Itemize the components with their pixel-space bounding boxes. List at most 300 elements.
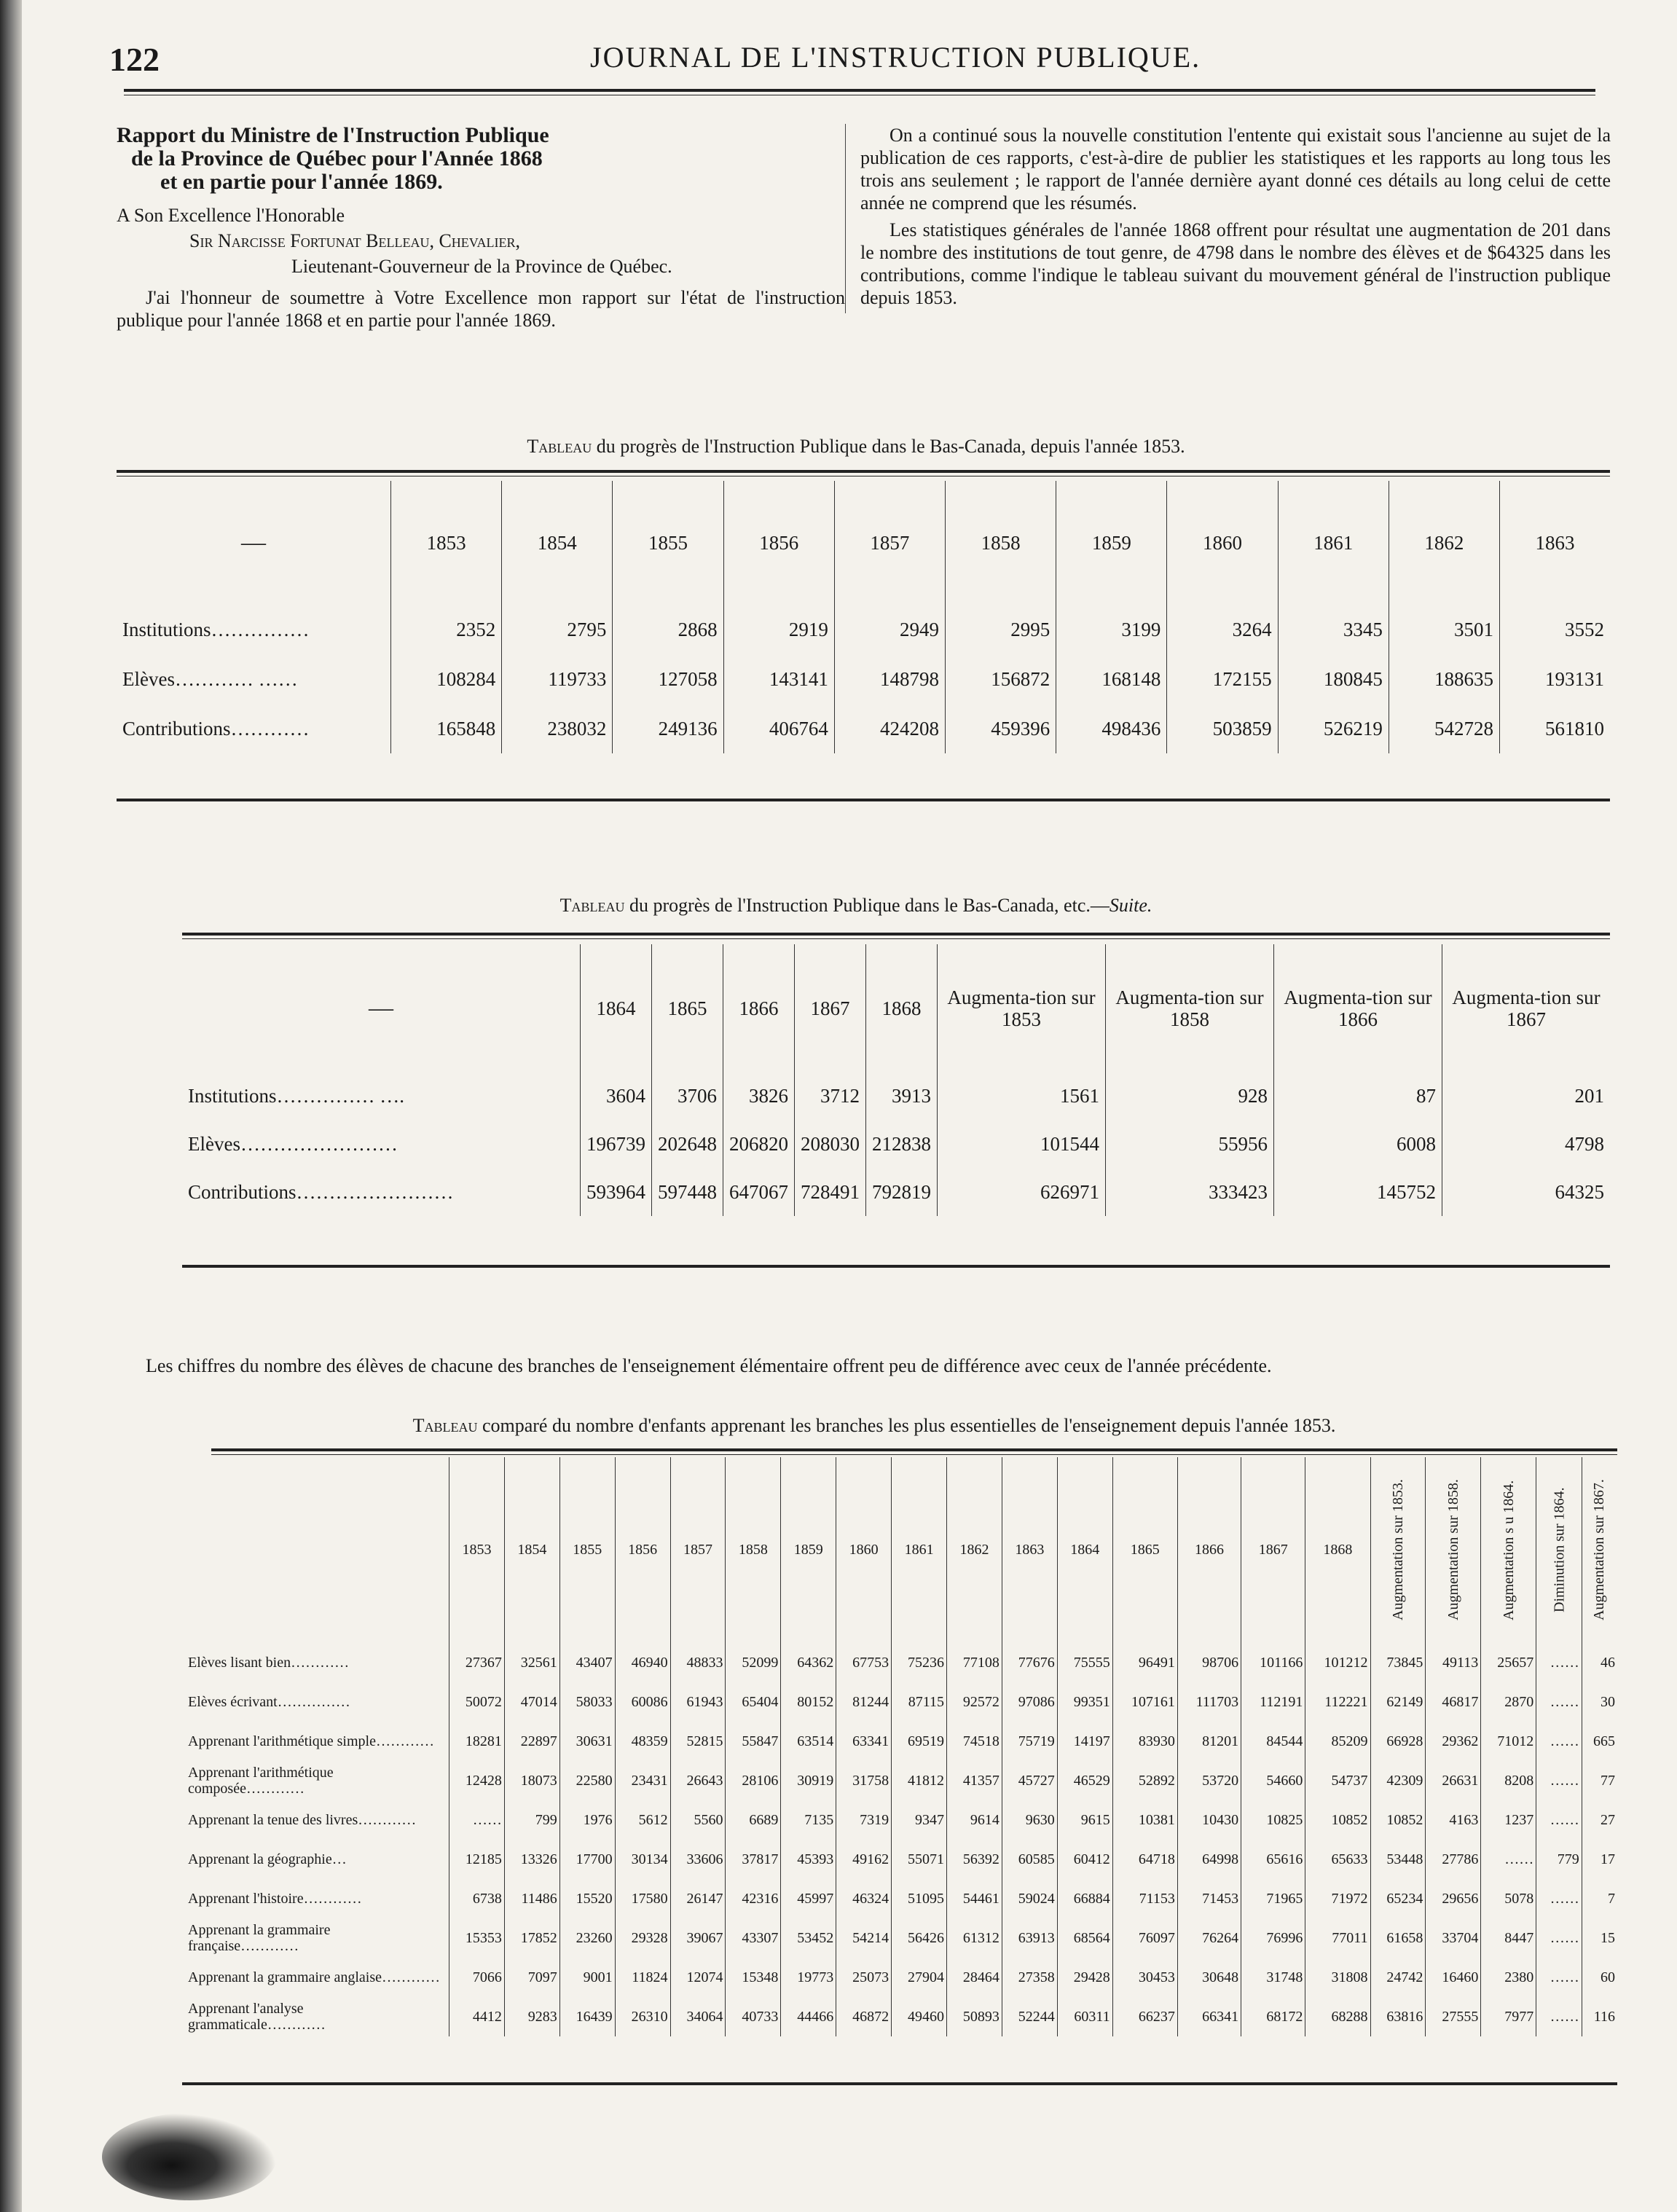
table3-cell: 81201 [1177,1722,1241,1761]
table3-cell: 61658 [1370,1918,1426,1958]
table3-cell: 26631 [1426,1761,1481,1800]
table1-cell: 3264 [1167,605,1278,654]
table1-header-8: 1861 [1278,481,1389,605]
table2-cell: 4798 [1565,1132,1604,1155]
table1-cell: 498436 [1056,704,1167,753]
table3-cell: 107161 [1112,1682,1177,1722]
table3-header-5: 1858 [726,1457,781,1643]
table3-row-label: Apprenant la géographie… [182,1840,449,1879]
table3-vheader-2: Augmentation s u 1864. [1481,1457,1536,1643]
table3-header-1: 1854 [504,1457,559,1643]
table-row [182,1761,1617,1800]
table3-cell: 64998 [1177,1840,1241,1879]
table3-cell: 87115 [892,1682,947,1722]
table3-cell: 17 [1601,1851,1615,1867]
table3-cell: 85209 [1305,1722,1370,1761]
table2-cell: 6008 [1274,1120,1442,1168]
table3-cell: 2870 [1481,1682,1536,1722]
table3-cell: 43407 [559,1643,615,1682]
table3-row-label: Elèves écrivant…………… [182,1682,449,1722]
table2-cell: 55956 [1106,1120,1274,1168]
table3-cell: 8208 [1481,1761,1536,1800]
table1-cell: 168148 [1056,654,1167,704]
table3-cell: 4412 [449,1997,505,2036]
table3-cell: 48833 [670,1643,726,1682]
table3-cell: 23431 [615,1761,670,1800]
table3-cell: 7977 [1481,1997,1536,2036]
table3-cell: 27555 [1426,1997,1481,2036]
table3-cell: 42316 [726,1879,781,1918]
table3-cell: 64362 [781,1643,836,1682]
table3-cell: 4163 [1426,1800,1481,1840]
table2-cell: 64325 [1555,1180,1604,1203]
table3-cell: 13326 [504,1840,559,1879]
table3-cell: 45393 [781,1840,836,1879]
table3-cell: 63913 [1002,1918,1057,1958]
table3-cell: 92572 [947,1682,1002,1722]
table3-cell: 28464 [947,1958,1002,1997]
table3-cell: …… [1536,1918,1582,1958]
table3-cell: 19773 [781,1958,836,1997]
table3-cell: 55847 [726,1722,781,1761]
table3-cell: 665 [1593,1733,1615,1749]
table3-cell: 52244 [1002,1997,1057,2036]
table3-cell: 96491 [1112,1643,1177,1682]
table3-cell: 10852 [1305,1800,1370,1840]
table3-bottom-rule [182,2082,1617,2087]
table3-cell: 14197 [1057,1722,1112,1761]
table3-cell: 77 [1601,1772,1615,1789]
table3-cell: 52815 [670,1722,726,1761]
table3-caption [146,1415,1603,1437]
table1-row-label: Contributions………… [117,704,391,753]
table-row [182,1879,1617,1918]
report-left-column [117,124,845,336]
table3-cell: 101166 [1241,1643,1305,1682]
table3-cell: 27 [1601,1811,1615,1828]
table1-row-label: Institutions…………… [117,605,391,654]
page-header [109,40,1677,84]
table3-cell: 9283 [504,1997,559,2036]
table3-header-9: 1862 [947,1457,1002,1643]
table3-cell: 23260 [559,1918,615,1958]
table3-cell: 81244 [836,1682,892,1722]
table3-cell: 71972 [1305,1879,1370,1918]
table1-cell: 249136 [613,704,723,753]
table2-header-5: Augmenta-tion sur 1853 [938,944,1106,1072]
table3-cell: 40733 [726,1997,781,2036]
ink-blot [102,2113,277,2200]
table3-cell: 9630 [1002,1800,1057,1840]
table3-cell: …… [1536,1682,1582,1722]
table3-cell: 25657 [1481,1643,1536,1682]
table1-cell: 561810 [1545,717,1604,740]
table3-cell: 26147 [670,1879,726,1918]
table2-cell: 728491 [795,1168,866,1216]
table3-cell: 45727 [1002,1761,1057,1800]
table3-row-label: Apprenant la grammaire anglaise………… [182,1958,449,1997]
intro-paragraph: J'ai l'honneur de soumettre à Votre Excellence mon rapport sur l'état de l'instruction publique pour l'année 1868 et en partie pour l'année 1869. [117,287,845,331]
table3-cell: 26310 [615,1997,670,2036]
table3-row-label: Apprenant la grammaire française………… [182,1918,449,1958]
table2-cell: 792819 [866,1168,938,1216]
table1-cell: 3199 [1056,605,1167,654]
table3-cell: 45997 [781,1879,836,1918]
table1-caption-text: du progrès de l'Instruction Publique dans le Bas-Canada, depuis l'année 1853. [592,436,1185,457]
table1-cell: 406764 [723,704,834,753]
report-title-line2: de la Province de Québec pour l'Année 1868 [131,146,543,170]
table3-cell: 49162 [836,1840,892,1879]
addressee-title: Lieutenant-Gouverneur de la Province de Québec. [291,256,672,277]
report-right-column [845,124,1611,313]
table3-cell: 66928 [1370,1722,1426,1761]
table3-cell: …… [1481,1840,1536,1879]
table3-cell: 25073 [836,1958,892,1997]
table3-cell: 15353 [449,1918,505,1958]
table3-cell: 34064 [670,1997,726,2036]
table3-cell: 31758 [836,1761,892,1800]
table3-cell: 7066 [449,1958,505,1997]
table2-cell: 593964 [581,1168,652,1216]
table3-cell: 39067 [670,1918,726,1958]
table-row [182,1722,1617,1761]
table-row [182,1918,1617,1958]
table2-cell: 201 [1574,1084,1604,1107]
table3-cell: 30453 [1112,1958,1177,1997]
table3-cell: 111703 [1177,1682,1241,1722]
table3-cell: 29656 [1426,1879,1481,1918]
table3-cell: …… [1536,1722,1582,1761]
addressee: Sir Narcisse Fortunat Belleau, Chevalier, [189,230,520,251]
table3-cell: 9001 [559,1958,615,1997]
table1-cell: 156872 [946,654,1056,704]
table3-cell: 69519 [892,1722,947,1761]
table3-cell: 6738 [449,1879,505,1918]
table3-cell: 16460 [1426,1958,1481,1997]
table3-cell: 58033 [559,1682,615,1722]
table3-header-14: 1867 [1241,1457,1305,1643]
table3-header-11: 1864 [1057,1457,1112,1643]
table3-cell: 75555 [1057,1643,1112,1682]
table3 [182,1457,1617,2036]
table-row [182,1997,1617,2036]
table3-cell: 62149 [1370,1682,1426,1722]
table1-header-1: 1854 [502,481,613,605]
table-row [182,1072,1610,1120]
table1-top-rule [117,470,1610,476]
table1-cell: 2868 [613,605,723,654]
table-row [182,1800,1617,1840]
table3-cell: 10430 [1177,1800,1241,1840]
table3-cell: 29428 [1057,1958,1112,1997]
table1-cell: 119733 [502,654,613,704]
table2-caption-lead: Tableau [559,895,625,916]
table3-cell: 83930 [1112,1722,1177,1761]
table3-cell: 67753 [836,1643,892,1682]
table3-cell: 27367 [449,1643,505,1682]
table3-vheader-4: Augmentation sur 1867. [1582,1457,1617,1643]
table3-vheader-3: Diminution sur 1864. [1536,1457,1582,1643]
table3-caption-lead: Tableau [412,1415,478,1436]
table3-cell: 37817 [726,1840,781,1879]
table1-cell: 108284 [391,654,502,704]
table1-header-3: 1856 [723,481,834,605]
table3-cell: …… [1536,1879,1582,1918]
table3-cell: 32561 [504,1643,559,1682]
page-number: 122 [109,41,160,78]
table3-header-4: 1857 [670,1457,726,1643]
table3-cell: 46529 [1057,1761,1112,1800]
table2-cell: 3604 [581,1072,652,1120]
table3-row-label: Apprenant l'arithmétique simple………… [182,1722,449,1761]
table1-header-7: 1860 [1167,481,1278,605]
table-row [182,1840,1617,1879]
table3-cell: 10825 [1241,1800,1305,1840]
table3-cell: 18073 [504,1761,559,1800]
table2-cell: 597448 [652,1168,723,1216]
table3-cell: 44466 [781,1997,836,2036]
table3-cell: 9347 [892,1800,947,1840]
report-title-line1: Rapport du Ministre de l'Instruction Publique [117,123,549,147]
table1-cell: 503859 [1167,704,1278,753]
table3-cell: 49460 [892,1997,947,2036]
intro-table3-paragraph: Les chiffres du nombre des élèves de chacune des branches de l'enseignement élémentaire offrent peu de différence avec ceux de l'année précédente. [146,1355,1272,1376]
table3-cell: 46 [1601,1654,1615,1671]
table3-cell: 15 [1601,1929,1615,1946]
table3-cell: 65616 [1241,1840,1305,1879]
table3-corner [182,1457,449,1643]
table3-cell: 53452 [781,1918,836,1958]
table3-cell: 56426 [892,1918,947,1958]
table3-cell: 65234 [1370,1879,1426,1918]
table3-cell: 50072 [449,1682,505,1722]
table2-cell: 206820 [723,1120,795,1168]
table3-cell: 5612 [615,1800,670,1840]
table3-cell: 75719 [1002,1722,1057,1761]
table2-header-1: 1865 [652,944,723,1072]
table3-header-8: 1861 [892,1457,947,1643]
right-paragraph-1: On a continué sous la nouvelle constitution l'entente qui existait sous l'ancienne au sujet de la publication de ces rapports, c'est-à-dire de publier les statistiques et les rapports au long tous les trois ans seulement ; le rapport de l'année dernière ayant donné ces détails au long celui de cette année ne comprend que les résumés. [860,125,1611,213]
table3-header-0: 1853 [449,1457,505,1643]
table2-header-2: 1866 [723,944,795,1072]
table3-cell: 68172 [1241,1997,1305,2036]
table3-cell: 84544 [1241,1722,1305,1761]
table2-top-rule [182,933,1610,939]
table3-header-12: 1865 [1112,1457,1177,1643]
table3-cell: 71965 [1241,1879,1305,1918]
table3-cell: 1976 [559,1800,615,1840]
table3-cell: 54660 [1241,1761,1305,1800]
table3-cell: 46324 [836,1879,892,1918]
table2-header-6: Augmenta-tion sur 1858 [1106,944,1274,1072]
table1-cell: 143141 [723,654,834,704]
table3-cell: 41357 [947,1761,1002,1800]
table3-cell: 56392 [947,1840,1002,1879]
table3-cell: 1237 [1481,1800,1536,1840]
table3-cell: 27786 [1426,1840,1481,1879]
table1-cell: 424208 [834,704,945,753]
right-paragraph-2: Les statistiques générales de l'année 1868 offrent pour résultat une augmentation de 201 dans le nombre des institutions de tout genre, de 4798 dans le nombre des élèves et de $64325 dans les contributions, comme l'indique le tableau suivant du mouvement général de l'instruction publique depuis 1853. [860,219,1611,308]
table1-cell: 193131 [1545,667,1604,690]
table3-cell: 76097 [1112,1918,1177,1958]
table3-cell: 12185 [449,1840,505,1879]
table3-cell: 15348 [726,1958,781,1997]
table3-cell: 112221 [1305,1682,1370,1722]
table3-cell: 2380 [1481,1958,1536,1997]
table3-cell: 60412 [1057,1840,1112,1879]
table3-cell: 17700 [559,1840,615,1879]
header-rule [124,89,1595,95]
table3-row-label: Apprenant l'arithmétique composée………… [182,1761,449,1800]
table2-cell: 196739 [581,1120,652,1168]
table1-cell: 127058 [613,654,723,704]
table3-cell: 77108 [947,1643,1002,1682]
table1-cell: 2949 [834,605,945,654]
table2-header-8: Augmenta-tion sur 1867 [1452,986,1601,1030]
table3-header-13: 1866 [1177,1457,1241,1643]
table3-cell: 7 [1608,1890,1615,1907]
table3-cell: 112191 [1241,1682,1305,1722]
table1-cell: 2995 [946,605,1056,654]
table3-cell: 53720 [1177,1761,1241,1800]
table3-cell: 11486 [504,1879,559,1918]
table3-cell: 27358 [1002,1958,1057,1997]
table3-cell: 6689 [726,1800,781,1840]
table3-cell: 66237 [1112,1997,1177,2036]
table1-cell: 3501 [1389,605,1499,654]
table3-cell: 27904 [892,1958,947,1997]
table3-header-3: 1856 [615,1457,670,1643]
table3-cell: 8447 [1481,1918,1536,1958]
table3-header-7: 1860 [836,1457,892,1643]
table3-caption-text: comparé du nombre d'enfants apprenant les branches les plus essentielles de l'enseignement depuis l'année 1853. [477,1415,1336,1436]
table2-row-label: Institutions…………… …. [182,1072,581,1120]
table3-cell: 26643 [670,1761,726,1800]
table3-cell: 12074 [670,1958,726,1997]
table3-cell: 116 [1593,2008,1615,2025]
table3-cell: 9615 [1057,1800,1112,1840]
table1-cell: 148798 [834,654,945,704]
table1-header-4: 1857 [834,481,945,605]
table3-cell: 779 [1536,1840,1582,1879]
table1-cell: 172155 [1167,654,1278,704]
table3-cell: 16439 [559,1997,615,2036]
table-row [182,1120,1610,1168]
table2-cell: 145752 [1274,1168,1442,1216]
table3-cell: 52892 [1112,1761,1177,1800]
table3-cell: 30919 [781,1761,836,1800]
table3-cell: …… [1536,1997,1582,2036]
table2-cell: 928 [1106,1072,1274,1120]
table3-cell: 53448 [1370,1840,1426,1879]
table1-cell: 180845 [1278,654,1389,704]
table3-cell: 30134 [615,1840,670,1879]
table2-cell: 1561 [938,1072,1106,1120]
table3-cell: 10381 [1112,1800,1177,1840]
table3-cell: 9614 [947,1800,1002,1840]
table3-cell: 17580 [615,1879,670,1918]
table1-cell: 2919 [723,605,834,654]
table3-cell: 51095 [892,1879,947,1918]
report-title [117,124,845,194]
table2-header-0: 1864 [581,944,652,1072]
table3-cell: 66884 [1057,1879,1112,1918]
table3-cell: 29362 [1426,1722,1481,1761]
table3-cell: 33606 [670,1840,726,1879]
table3-header-15: 1868 [1305,1457,1370,1643]
table2 [182,944,1610,1216]
table3-top-rule [211,1448,1617,1455]
table1-cell: 238032 [502,704,613,753]
table3-header-2: 1855 [559,1457,615,1643]
table3-cell: 5560 [670,1800,726,1840]
table1-bottom-rule [117,799,1610,803]
table3-cell: 22580 [559,1761,615,1800]
table3-cell: …… [1536,1643,1582,1682]
table3-cell: 42309 [1370,1761,1426,1800]
table3-cell: 49113 [1426,1643,1481,1682]
table3-cell: 61943 [670,1682,726,1722]
table3-cell: 11824 [615,1958,670,1997]
table3-cell: 71453 [1177,1879,1241,1918]
table3-cell: 68564 [1057,1918,1112,1958]
journal-title: JOURNAL DE L'INSTRUCTION PUBLIQUE. [590,41,1201,74]
table3-cell: 60311 [1057,1997,1112,2036]
table2-cell: 3913 [866,1072,938,1120]
table3-cell: 30648 [1177,1958,1241,1997]
table3-cell: 64718 [1112,1840,1177,1879]
table3-cell: 54737 [1305,1761,1370,1800]
table3-cell: 48359 [615,1722,670,1761]
table2-cell: 101544 [938,1120,1106,1168]
table3-cell: 799 [504,1800,559,1840]
table3-cell: 73845 [1370,1643,1426,1682]
table3-cell: 77011 [1305,1918,1370,1958]
table3-cell: 47014 [504,1682,559,1722]
table3-cell: …… [1536,1761,1582,1800]
table2-corner: — [182,944,581,1072]
table2-cell: 647067 [723,1168,795,1216]
table3-cell: 46940 [615,1643,670,1682]
table3-cell: 74518 [947,1722,1002,1761]
table1-header-6: 1859 [1056,481,1167,605]
table1-cell: 459396 [946,704,1056,753]
table3-row-label: Apprenant l'histoire………… [182,1879,449,1918]
table2-cell: 3712 [795,1072,866,1120]
table2-cell: 3826 [723,1072,795,1120]
table3-cell: 65633 [1305,1840,1370,1879]
table3-cell: 30631 [559,1722,615,1761]
table2-header-4: 1868 [866,944,938,1072]
table3-cell: 68288 [1305,1997,1370,2036]
table-row [117,605,1610,654]
table3-cell: 7135 [781,1800,836,1840]
table3-cell: 7097 [504,1958,559,1997]
table1-header-0: 1853 [391,481,502,605]
table-row [182,1643,1617,1682]
table1-cell: 2795 [502,605,613,654]
table3-cell: 101212 [1305,1643,1370,1682]
table3-cell: 71012 [1481,1722,1536,1761]
table3-cell: 55071 [892,1840,947,1879]
table3-cell: 28106 [726,1761,781,1800]
table3-header-10: 1863 [1002,1457,1057,1643]
table3-cell: 46817 [1426,1682,1481,1722]
table3-cell: 24742 [1370,1958,1426,1997]
table2-bottom-rule [182,1265,1610,1269]
table3-cell: 66341 [1177,1997,1241,2036]
table2-cell: 626971 [938,1168,1106,1216]
